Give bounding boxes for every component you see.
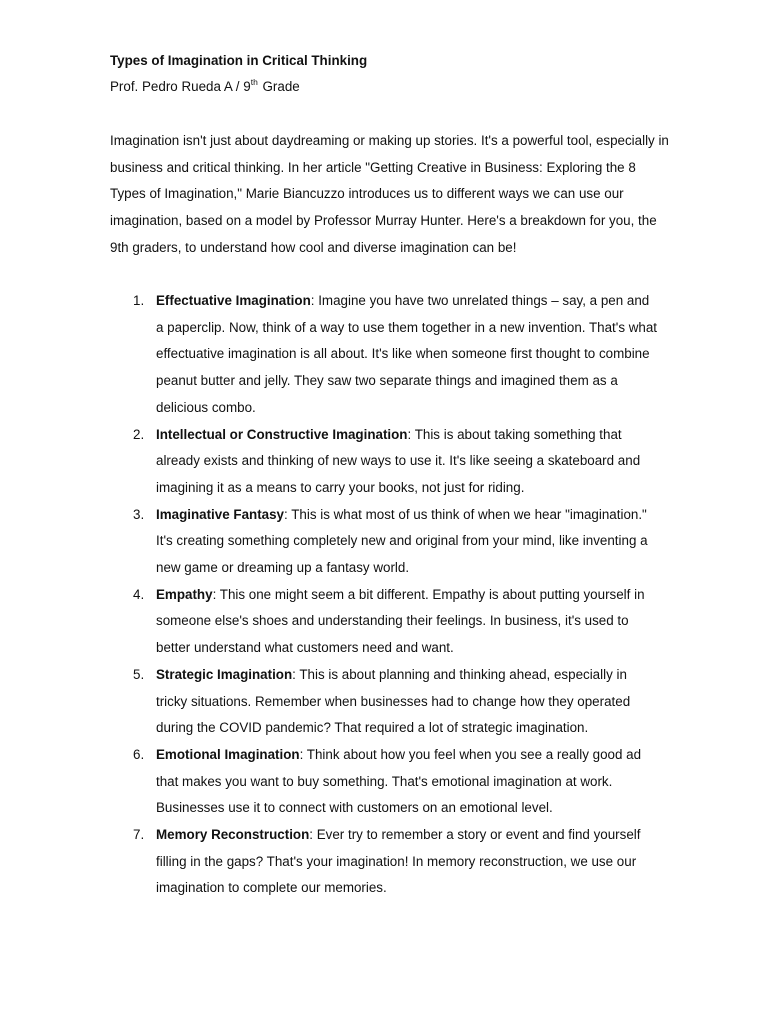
list-item: [0, 422, 660, 502]
list-item-term: Effectuative Imagination: [156, 293, 311, 308]
list-item-text: : Think about how you feel when you see a really good ad that makes you want to buy something. That's emotional imagination at work. Businesses use it to connect with customers on an emotional level.: [156, 746, 642, 816]
list-item-term: Memory Reconstruction: [156, 827, 310, 843]
list-item: [0, 288, 660, 422]
list-item-number: 2.: [133, 426, 145, 442]
list-item-text: : Imagine you have two unrelated things – say, a pen and a paperclip. Now, think of a way to use them together in a new invention. That's what effectuative imagination is all about. It's like when someone first thought to combine peanut butter and jelly. They saw two separate things and imagined them as a delicious combo.: [156, 293, 658, 415]
author-superscript: th: [250, 77, 258, 87]
list-item-number: 4.: [133, 586, 145, 602]
list-item-number: 1.: [133, 293, 145, 308]
list-item-text: : This is about planning and thinking ahead, especially in tricky situations. Remember when businesses had to change how they operated during the COVID pandemic? That required a lot of strategic imagination.: [156, 666, 631, 736]
list-item: [0, 582, 660, 662]
list-item-number: 5.: [133, 666, 145, 682]
list-item-number: 7.: [133, 827, 145, 843]
list-item-term: Emotional Imagination: [156, 746, 300, 762]
list-item-term: Intellectual or Constructive Imagination: [156, 426, 408, 442]
list-item-number: 6.: [133, 746, 145, 762]
list-item-text: : This is about taking something that already exists and thinking of new ways to use it. It's like seeing a skateboard and imagining it as a means to carry your books, not just for riding.: [156, 426, 641, 495]
list-item: [0, 822, 660, 902]
list-item: [0, 662, 660, 742]
document-title: Types of Imagination in Critical Thinking: [110, 53, 368, 68]
author-line: [110, 78, 300, 97]
author-prefix: Prof. Pedro Rueda A / 9: [110, 79, 251, 94]
list-item-term: Strategic Imagination: [156, 666, 293, 682]
list-item-term: Empathy: [156, 586, 213, 602]
intro-paragraph: Imagination isn't just about daydreaming or making up stories. It's a powerful tool, especially in business and critical thinking. In her article "Getting Creative in Business: Exploring the 8 Types of Imagination," Marie Biancuzzo introduces us to different ways we can use our imagination, based on a model by Professor Murray Hunter. Here's a breakdown for you, the 9th graders, to understand how cool and diverse imagination can be!: [110, 133, 669, 255]
list-item: [0, 742, 660, 822]
list-item-text: : This one might seem a bit different. Empathy is about putting yourself in someone else's shoes and understanding their feelings. In business, it's used to better understand what customers need and want.: [156, 586, 645, 656]
list-item-term: Imaginative Fantasy: [156, 506, 285, 522]
list-item-number: 3.: [133, 506, 145, 522]
list-item-text: : This is what most of us think of when we hear "imagination." It's creating something completely new and original from your mind, like inventing a new game or dreaming up a fantasy world.: [156, 506, 648, 576]
list-item: [0, 502, 660, 582]
list-item-text: : Ever try to remember a story or event and find yourself filling in the gaps? That's your imagination! In memory reconstruction, we use our imagination to complete our memories.: [156, 827, 641, 896]
author-suffix: Grade: [258, 79, 300, 94]
imagination-types-list: [0, 288, 660, 902]
